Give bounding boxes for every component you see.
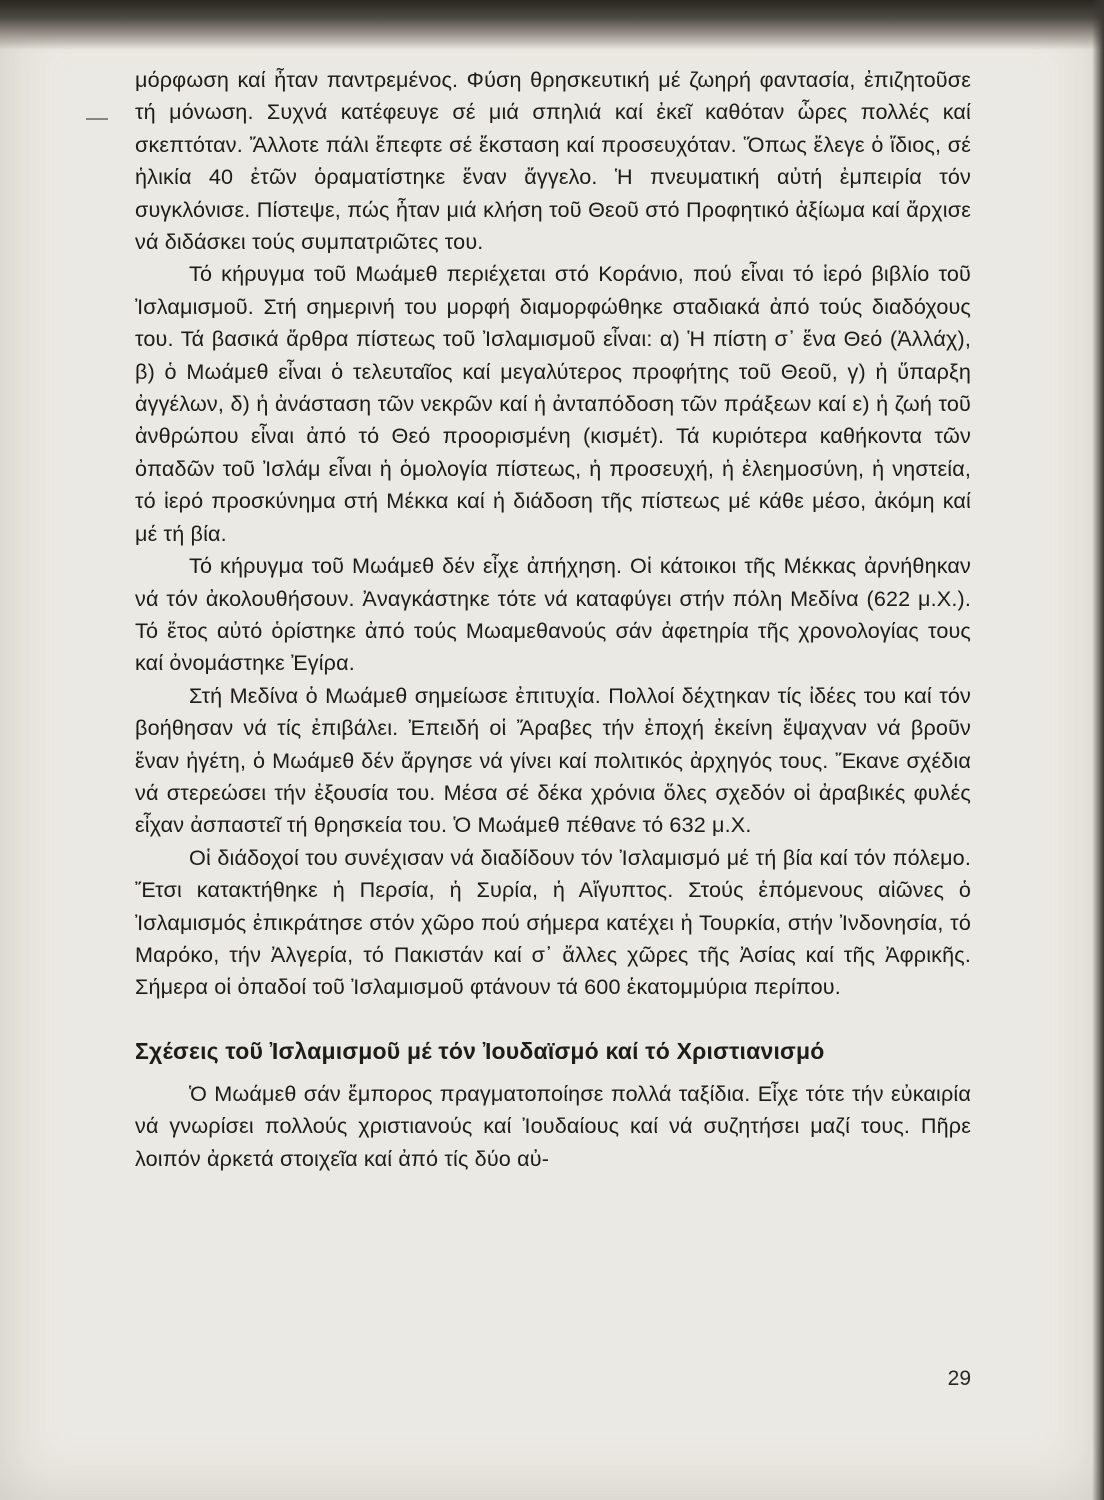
margin-mark [86,118,108,120]
page-number: 29 [947,1367,971,1390]
page-body [135,64,971,1175]
paragraph-5: Οἱ διάδοχοί του συνέχισαν νά διαδίδουν τόν Ἰσλαμισμό μέ τή βία καί τόν πόλεμο. Ἔτσι κατακτήθηκε ἡ Περσία, ἡ Συρία, ἡ Αἴγυπτος. Στούς ἑπόμενους αἰῶνες ὁ Ἰσλαμισμός ἐπικράτησε στόν χῶρο πού σήμερα κατέχει ἡ Τουρκία, στήν Ἰνδονησία, τό Μαρόκο, τήν Ἀλγερία, τό Πακιστάν καί σ᾿ ἄλλες χῶρες τῆς Ἀσίας καί τῆς Ἀφρικῆς. Σήμερα οἱ ὀπαδοί τοῦ Ἰσλαμισμοῦ φτάνουν τά 600 ἑκατομμύρια περίπου. [135,844,971,1000]
paragraph-3: Τό κήρυγμα τοῦ Μωάμεθ δέν εἶχε ἀπήχηση. Οἱ κάτοικοι τῆς Μέκκας ἀρνήθηκαν νά τόν ἀκολουθήσουν. Ἀναγκάστηκε τότε νά καταφύγει στήν πόλη Μεδίνα (622 μ.Χ.). Τό ἔτος αὐτό ὁρίστηκε ἀπό τούς Μωαμεθανούς σάν ἀφετηρία τῆς χρονολογίας τους καί ὀνομάστηκε Ἐγίρα. [135,553,971,676]
scan-right-edge [1092,0,1104,1500]
paragraph-4: Στή Μεδίνα ὁ Μωάμεθ σημείωσε ἐπιτυχία. Πολλοί δέχτηκαν τίς ἰδέες του καί τόν βοήθησαν νά τίς ἐπιβάλει. Ἐπειδή οἱ Ἄραβες τήν ἐποχή ἐκείνη ἔψαχναν νά βροῦν ἕναν ἡγέτη, ὁ Μωάμεθ δέν ἄργησε νά γίνει καί πολιτικός ἀρχηγός τους. Ἔκανε σχέδια νά στερεώσει τήν ἐξουσία του. Μέσα σέ δέκα χρόνια ὅλες σχεδόν οἱ ἀραβικές φυλές εἶχαν ἀσπαστεῖ τή θρησκεία του. Ὁ Μωάμεθ πέθανε τό 632 μ.Χ. [135,682,971,838]
section-heading: Σχέσεις τοῦ Ἰσλαμισμοῦ μέ τόν Ἰουδαϊσμό καί τό Χριστιανισμό [135,1037,825,1064]
section-paragraph: Ὁ Μωάμεθ σάν ἔμπορος πραγματοποίησε πολλά ταξίδια. Εἶχε τότε τήν εὐκαιρία νά γνωρίσει πολλούς χριστιανούς καί Ἰουδαίους καί νά συζητήσει μαζί τους. Πῆρε λοιπόν ἀρκετά στοιχεῖα καί ἀπό τίς δύο αὐ- [135,1080,971,1171]
paragraph-2: Τό κήρυγμα τοῦ Μωάμεθ περιέχεται στό Κοράνιο, πού εἶναι τό ἱερό βιβλίο τοῦ Ἰσλαμισμοῦ. Στή σημερινή του μορφή διαμορφώθηκε σταδιακά ἀπό τούς διαδόχους του. Τά βασικά ἄρθρα πίστεως τοῦ Ἰσλαμισμοῦ εἶναι: α) Ἡ πίστη σ᾿ ἕνα Θεό (Ἀλλάχ), β) ὁ Μωάμεθ εἶναι ὁ τελευταῖος καί μεγαλύτερος προφήτης τοῦ Θεοῦ, γ) ἡ ὕπαρξη ἀγγέλων, δ) ἡ ἀνάσταση τῶν νεκρῶν καί ἡ ἀνταπόδοση τῶν πράξεων καί ε) ἡ ζωή τοῦ ἀνθρώπου εἶναι ἀπό τό Θεό προορισμένη (κισμέτ). Τά κυριότερα καθήκοντα τῶν ὀπαδῶν τοῦ Ἰσλάμ εἶναι ἡ ὁμολογία πίστεως, ἡ προσευχή, ἡ ἐλεημοσύνη, ἡ νηστεία, τό ἱερό προσκύνημα στή Μέκκα καί ἡ διάδοση τῆς πίστεως μέ κάθε μέσο, ἀκόμη καί μέ τή βία. [135,261,971,546]
scan-top-edge [0,0,1104,50]
paragraph-1: μόρφωση καί ἦταν παντρεμένος. Φύση θρησκευτική μέ ζωηρή φαντασία, ἐπιζητοῦσε τή μόνωση. Συχνά κατέφευγε σέ μιά σπηλιά καί ἐκεῖ καθόταν ὧρες πολλές καί σκεπτόταν. Ἄλλοτε πάλι ἔπεφτε σέ ἔκσταση καί προσευχόταν. Ὅπως ἔλεγε ὁ ἴδιος, σέ ἡλικία 40 ἐτῶν ὁραματίστηκε ἕναν ἄγγελο. Ἡ πνευματική αὐτή ἐμπειρία τόν συγκλόνισε. Πίστεψε, πώς ἦταν μιά κλήση τοῦ Θεοῦ στό Προφητικό ἀξίωμα καί ἄρχισε νά διδάσκει τούς συμπατριῶτες του. [135,67,971,255]
